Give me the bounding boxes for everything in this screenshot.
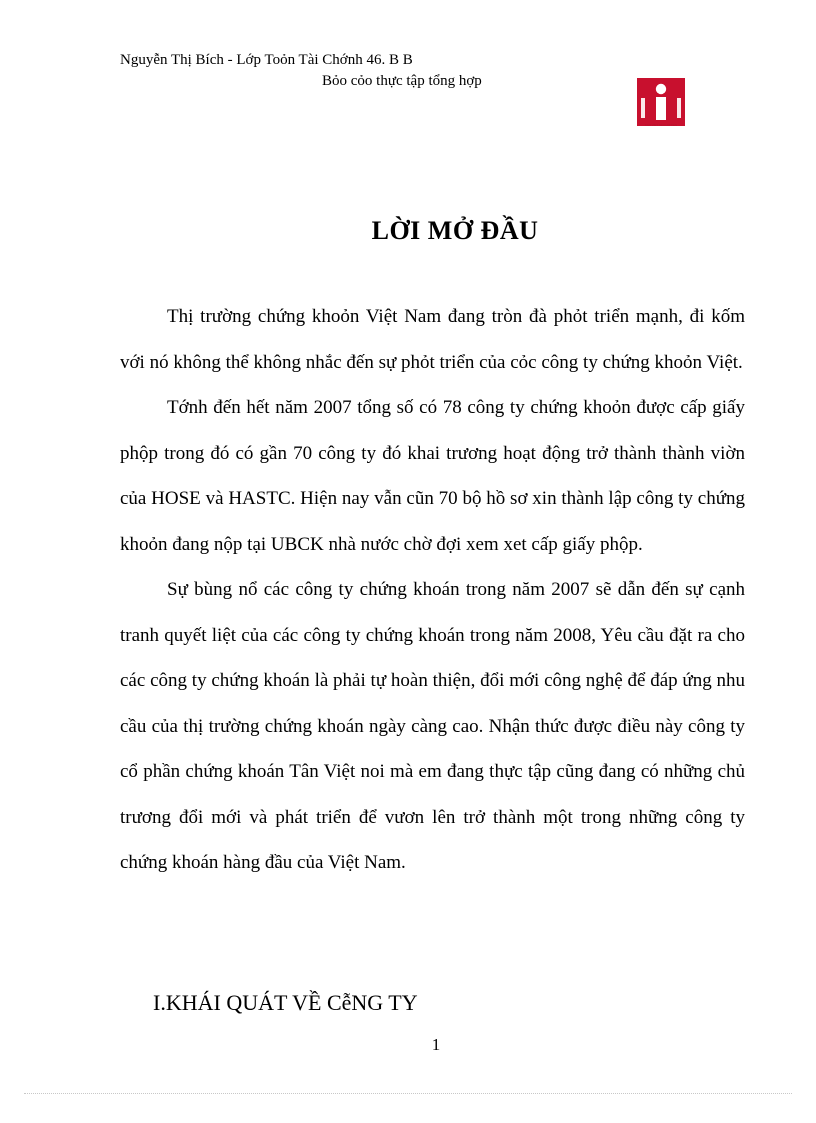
- logo-caption: TAN VIET SECURITIES: [644, 123, 678, 127]
- header-report-title: Bỏo cỏo thực tập tổng hợp: [322, 73, 482, 89]
- tan-viet-securities-logo-icon: [637, 78, 685, 126]
- paragraph-2: Tớnh đến hết năm 2007 tổng số có 78 công ty chứng khoỏn được cấp giấy phộp trong đó có gần 70 công ty đó khai trương hoạt động trở thành thành viờn của HOSE và HASTC. Hiện nay vẫn cũn 70 bộ hồ sơ xin thành lập công ty chứng khoỏn đang nộp tại UBCK nhà nước chờ đợi xem xet cấp giấy phộp.: [120, 397, 745, 555]
- paragraph-1: Thị trường chứng khoỏn Việt Nam đang tròn đà phỏt triển mạnh, đi kốm với nó không thể không nhắc đến sự phỏt triển của cỏc công ty chứng khoỏn Việt.: [120, 306, 745, 373]
- section-heading: I.KHÁI QUÁT VỀ CễNG TY: [153, 990, 418, 1015]
- page-number: 1: [431, 1035, 441, 1054]
- header-author-class: Nguyễn Thị Bích - Lớp Toỏn Tài Chớnh 46. B B: [120, 52, 413, 68]
- document-body: [120, 294, 745, 886]
- paragraph-3: Sự bùng nổ các công ty chứng khoán trong năm 2007 sẽ dẫn đến sự cạnh tranh quyết liệt của các công ty chứng khoán trong năm 2008, Yêu cầu đặt ra cho các công ty chứng khoán là phải tự hoàn thiện, đổi mới công nghệ để đáp ứng nhu cầu của thị trường chứng khoán ngày càng cao. Nhận thức được điều này công ty cổ phần chứng khoán Tân Việt noi mà em đang thực tập cũng đang có những chủ trương đổi mới và phát triển để vươn lên trở thành một trong những công ty chứng khoán hàng đầu của Việt Nam.: [120, 579, 745, 873]
- document-title: LỜI MỞ ĐẦU: [371, 216, 539, 245]
- page-bottom-divider: [24, 1093, 792, 1094]
